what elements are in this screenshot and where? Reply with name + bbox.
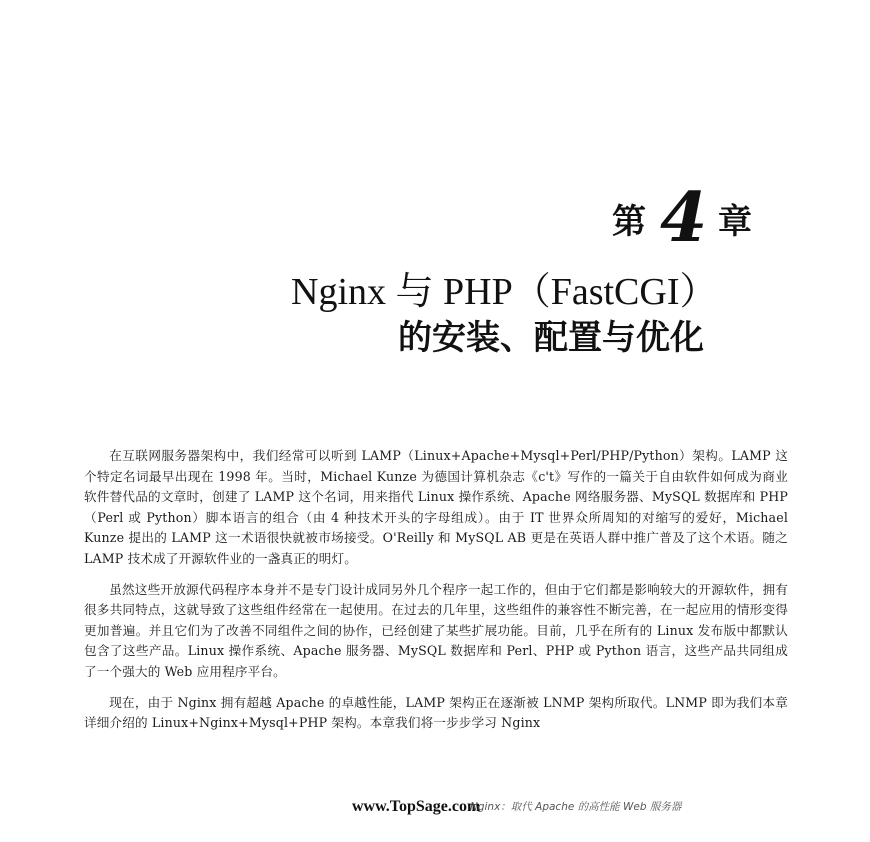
page-footer: [352, 796, 812, 820]
chapter-heading: [560, 178, 840, 258]
chapter-title-line-1: Nginx 与 PHP（FastCGI）: [291, 271, 718, 313]
paragraph: 在互联网服务器架构中，我们经常可以听到 LAMP（Linux+Apache+Mysql+Perl/PHP/Python）架构。LAMP 这个特定名词最早出现在 1998 年。当时，Michael Kunze 为德国计算机杂志《c't》写作的一篇关于自由软件如何成为商业软件替代品的文章时，创建了 LAMP 这个名词，用来指代 Linux 操作系统、Apache 网络服务器、MySQL 数据库和 PHP（Perl 或 Python）脚本语言的组合（由 4 种技术开头的字母组成）。由于 IT 世界众所周知的对缩写的爱好，Michael Kunze 提出的 LAMP 这一术语很快就被市场接受。O'Reilly 和 MySQL AB 更是在英语人群中推广普及了这个术语。随之 LAMP 技术成了开源软件业的一盏真正的明灯。: [84, 448, 788, 566]
chapter-number: 4: [660, 178, 708, 258]
chapter-title-line-2: 的安装、配置与优化: [398, 318, 704, 358]
footer-site: www.TopSage.com: [352, 798, 481, 815]
paragraph: 虽然这些开放源代码程序本身并不是专门设计成同另外几个程序一起工作的，但由于它们都是影响较大的开源软件，拥有很多共同特点，这就导致了这些组件经常在一起使用。在过去的几年里，这些组件的兼容性不断完善，在一起应用的情形变得更加普遍。并且它们为了改善不同组件之间的协作，已经创建了某些扩展功能。目前，几乎在所有的 Linux 发布版中都默认包含了这些产品。Linux 操作系统、Apache 服务器、MySQL 数据库和 Perl、PHP 或 Python 语言，这些产品共同组成了一个强大的 Web 应用程序平台。: [84, 581, 788, 679]
footer-book-title: Nginx：取代 Apache 的高性能 Web 服务器: [470, 801, 682, 813]
chapter-prefix: 第: [612, 202, 646, 242]
chapter-suffix: 章: [718, 202, 752, 242]
paragraph: 现在，由于 Nginx 拥有超越 Apache 的卓越性能，LAMP 架构正在逐渐被 LNMP 架构所取代。LNMP 即为我们本章详细介绍的 Linux+Nginx+Mysql+PHP 架构。本章我们将一步步学习 Nginx: [84, 694, 788, 731]
body-text: [84, 446, 788, 744]
